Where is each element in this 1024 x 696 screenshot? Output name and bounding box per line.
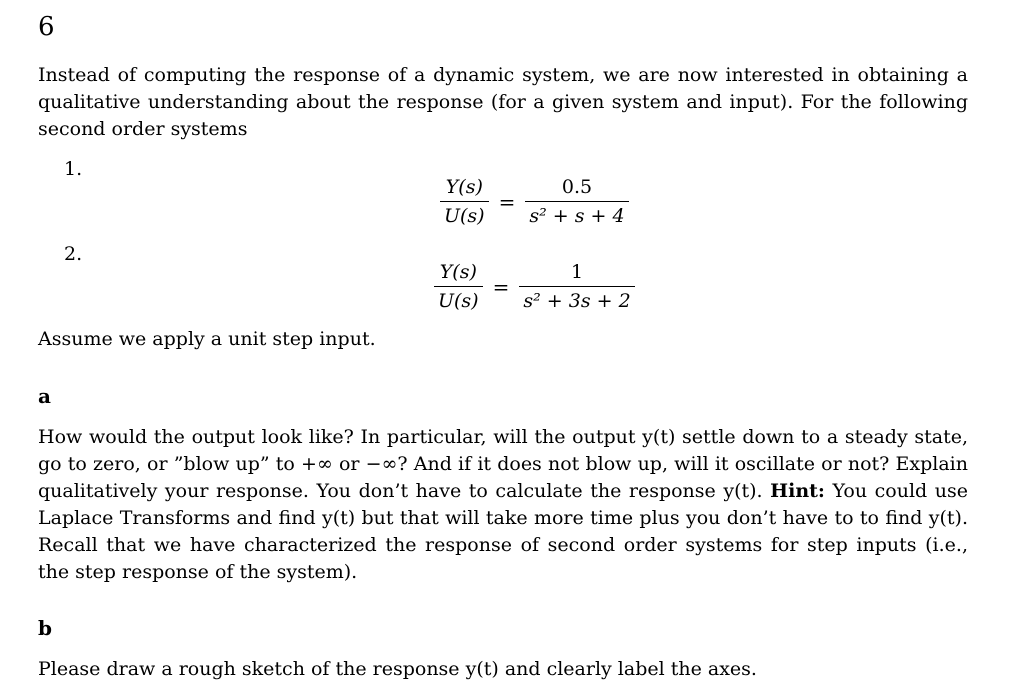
system-1-rhs-numerator: 0.5	[561, 176, 593, 198]
part-b-heading: b	[38, 616, 52, 640]
intro-paragraph: Instead of computing the response of a dynamic system, we are now interested in obtaining a qualitative understanding about the response (for a given system and input). For the following second order systems	[38, 64, 968, 140]
part-b-paragraph: Please draw a rough sketch of the response y(t) and clearly label the axes.	[38, 658, 757, 680]
hint-label: Hint:	[770, 480, 825, 502]
system-1-equation	[440, 176, 629, 227]
system-2-equation	[434, 261, 635, 312]
system-2-rhs-denominator: s² + 3s + 2	[519, 286, 634, 312]
system-2-rhs-fraction	[519, 261, 634, 312]
equals-sign: =	[492, 274, 510, 299]
system-1-rhs-denominator: s² + s + 4	[525, 201, 628, 227]
system-2-rhs-numerator: 1	[570, 261, 584, 283]
system-1-lhs-numerator: Y(s)	[445, 176, 483, 198]
system-2-lhs-denominator: U(s)	[434, 286, 483, 312]
part-a-text-2: You could use Laplace Transforms and find y(t) but that will take more time plus you don’t have to to find y(t). Recall that we have characterized the response of second order systems for step inputs (i.e., the step response of the system).	[38, 480, 969, 583]
part-a-heading: a	[38, 384, 51, 408]
system-1-lhs-denominator: U(s)	[440, 201, 489, 227]
system-2-lhs-fraction	[434, 261, 483, 312]
system-1-number: 1.	[64, 158, 83, 180]
equals-sign: =	[498, 189, 516, 214]
assumption-text: Assume we apply a unit step input.	[38, 328, 376, 350]
system-1-lhs-fraction	[440, 176, 489, 227]
section-number: 6	[38, 12, 55, 42]
part-a-paragraph	[38, 424, 968, 586]
system-1-rhs-fraction	[525, 176, 628, 227]
part-a-text-1: How would the output look like? In particular, will the output y(t) settle down to a steady state, go to zero, or ”blow up” to +∞ or −∞? And if it does not blow up, will it oscillate or not? Explain qualitatively your response. You don’t have to calculate the response y(t).	[38, 426, 968, 502]
system-2-lhs-numerator: Y(s)	[439, 261, 477, 283]
system-2-number: 2.	[64, 243, 83, 265]
